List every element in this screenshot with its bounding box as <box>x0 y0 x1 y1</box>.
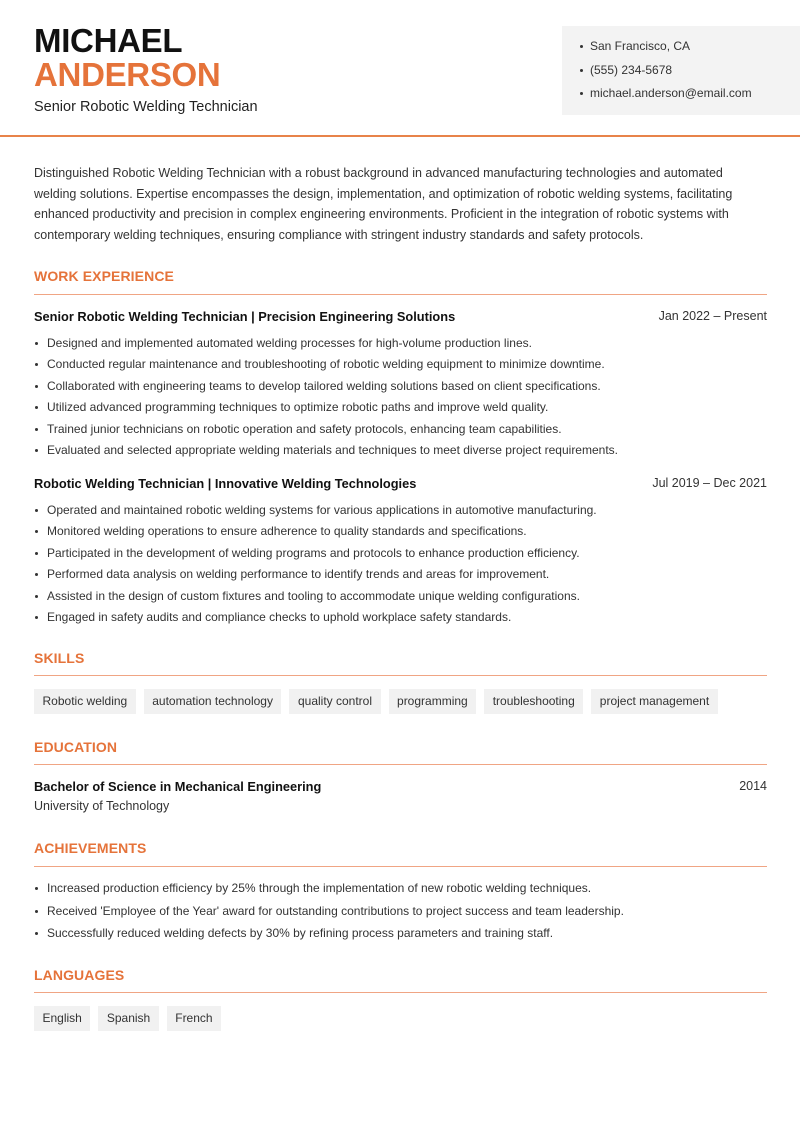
summary: Distinguished Robotic Welding Technician with a robust background in advanced manufacturing technologies and automated welding solutions. Expertise encompasses the design, implementation, and optimization of robotic welding systems, facilitating enhanced productivity and precision in complex engineering environments. Proficient in the integration of robotic systems with contemporary welding techniques, ensuring compliance with stringent industry standards and safety protocols. <box>34 166 733 242</box>
contact-phone: (555) 234-5678 <box>580 62 800 86</box>
education-school: University of Technology <box>34 799 170 813</box>
list-item: Received 'Employee of the Year' award for outstanding contributions to project success and team leadership. <box>34 903 774 926</box>
list-item: Successfully reduced welding defects by 30% by refining process parameters and training staff. <box>34 925 774 948</box>
contact-box <box>562 26 800 115</box>
section-divider <box>34 764 767 765</box>
first-name: MICHAEL <box>34 22 183 59</box>
skill-tag: quality control <box>289 689 380 714</box>
job-header <box>34 309 767 324</box>
section-title-work: WORK EXPERIENCE <box>34 268 174 284</box>
job-date: Jan 2022 – Present <box>658 309 767 323</box>
resume-header <box>0 0 800 137</box>
list-item: Performed data analysis on welding performance to identify trends and areas for improvement. <box>34 566 774 587</box>
language-tag: Spanish <box>98 1006 158 1031</box>
section-divider <box>34 675 767 676</box>
last-name: ANDERSON <box>34 56 221 93</box>
job-bullets <box>34 335 774 463</box>
list-item: Increased production efficiency by 25% through the implementation of new robotic welding techniques. <box>34 880 774 903</box>
contact-location: San Francisco, CA <box>580 38 800 62</box>
education-year: 2014 <box>739 779 767 793</box>
list-item: Evaluated and selected appropriate welding materials and techniques to meet diverse project requirements. <box>34 442 774 463</box>
candidate-name <box>34 24 220 92</box>
list-item: Operated and maintained robotic welding systems for various applications in automotive manufacturing. <box>34 502 774 523</box>
list-item: Engaged in safety audits and compliance checks to uphold workplace safety standards. <box>34 609 774 630</box>
skill-tag: automation technology <box>144 689 282 714</box>
skill-tag: Robotic welding <box>34 689 136 714</box>
job-date: Jul 2019 – Dec 2021 <box>652 476 767 490</box>
language-tag: English <box>34 1006 90 1031</box>
language-tag: French <box>167 1006 221 1031</box>
list-item: Conducted regular maintenance and troubleshooting of robotic welding equipment to minimize downtime. <box>34 356 774 377</box>
job-title: Senior Robotic Welding Technician <box>34 99 258 115</box>
section-title-skills: SKILLS <box>34 650 85 666</box>
skill-tag: programming <box>389 689 477 714</box>
job-role: Senior Robotic Welding Technician | Precision Engineering Solutions <box>34 309 456 324</box>
achievements-list <box>34 880 774 948</box>
job-bullets <box>34 502 774 630</box>
skill-tag: troubleshooting <box>484 689 583 714</box>
section-divider <box>34 992 767 993</box>
contact-email[interactable]: michael.anderson@email.com <box>580 85 800 109</box>
job-role: Robotic Welding Technician | Innovative Welding Technologies <box>34 476 417 491</box>
list-item: Utilized advanced programming techniques to optimize robotic paths and improve weld quality. <box>34 399 774 420</box>
list-item: Trained junior technicians on robotic operation and safety protocols, enhancing team capabilities. <box>34 421 774 442</box>
section-title-achievements: ACHIEVEMENTS <box>34 840 147 856</box>
section-title-education: EDUCATION <box>34 739 118 755</box>
skill-tag: project management <box>591 689 717 714</box>
section-title-languages: LANGUAGES <box>34 967 125 983</box>
list-item: Assisted in the design of custom fixtures and tooling to accommodate unique welding configurations. <box>34 588 774 609</box>
job-header <box>34 476 767 491</box>
skills-tags <box>34 689 718 714</box>
education-degree: Bachelor of Science in Mechanical Engineering <box>34 779 322 794</box>
language-tags <box>34 1006 221 1031</box>
list-item: Collaborated with engineering teams to develop tailored welding solutions based on client specifications. <box>34 378 774 399</box>
section-divider <box>34 294 767 295</box>
list-item: Designed and implemented automated welding processes for high-volume production lines. <box>34 335 774 356</box>
list-item: Monitored welding operations to ensure adherence to quality standards and specifications. <box>34 523 774 544</box>
section-divider <box>34 866 767 867</box>
list-item: Participated in the development of welding programs and protocols to enhance production efficiency. <box>34 545 774 566</box>
